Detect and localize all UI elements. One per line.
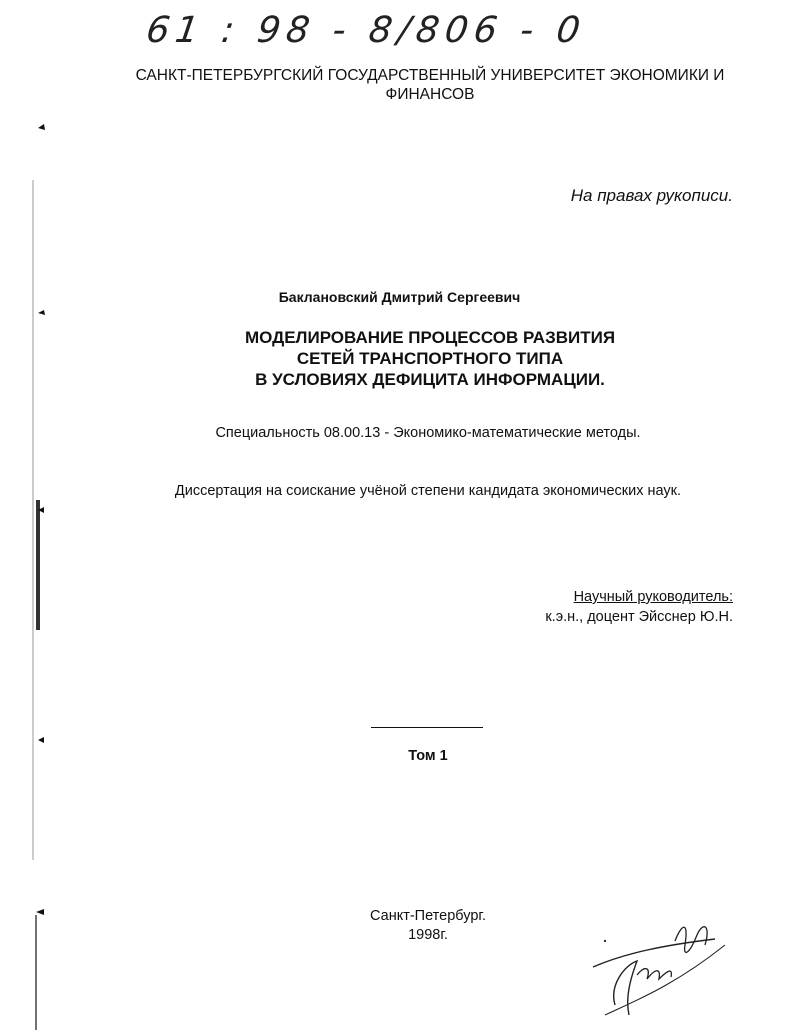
specialty-line: Специальность 08.00.13 - Экономико-математические методы.	[215, 425, 641, 441]
divider	[371, 727, 483, 728]
handwritten-catalog-number: 61 : 98 - 8/806 - 0	[143, 10, 589, 51]
university-name: САНКТ-ПЕТЕРБУРГСКИЙ ГОСУДАРСТВЕННЫЙ УНИВЕРСИТЕТ ЭКОНОМИКИ И ФИНАНСОВ	[135, 67, 725, 103]
city-year-block	[330, 907, 526, 945]
scan-speck	[38, 310, 45, 315]
title-line: СЕТЕЙ ТРАНСПОРТНОГО ТИПА	[296, 349, 564, 368]
dissertation-title	[150, 327, 710, 390]
scan-edge-dark-band	[36, 500, 40, 630]
volume-label: Том 1	[408, 748, 448, 764]
degree-line: Диссертация на соискание учёной степени кандидата экономических наук.	[174, 483, 682, 499]
scan-speck	[36, 909, 44, 915]
handwritten-signature	[585, 905, 745, 1025]
scan-edge-marks	[0, 0, 60, 1034]
supervisor-block	[545, 587, 733, 627]
manuscript-rights-note: На правах рукописи.	[570, 186, 733, 205]
scan-speck	[38, 124, 45, 130]
city: Санкт-Петербург.	[370, 908, 486, 924]
supervisor-label: Научный руководитель:	[573, 589, 733, 605]
author-name: Баклановский Дмитрий Сергеевич	[278, 289, 521, 305]
title-line: В УСЛОВИЯХ ДЕФИЦИТА ИНФОРМАЦИИ.	[255, 370, 605, 389]
year: 1998г.	[408, 927, 448, 943]
title-line: МОДЕЛИРОВАНИЕ ПРОЦЕССОВ РАЗВИТИЯ	[244, 328, 616, 347]
supervisor-name: к.э.н., доцент Эйсснер Ю.Н.	[545, 609, 733, 625]
scan-speck	[38, 737, 44, 743]
